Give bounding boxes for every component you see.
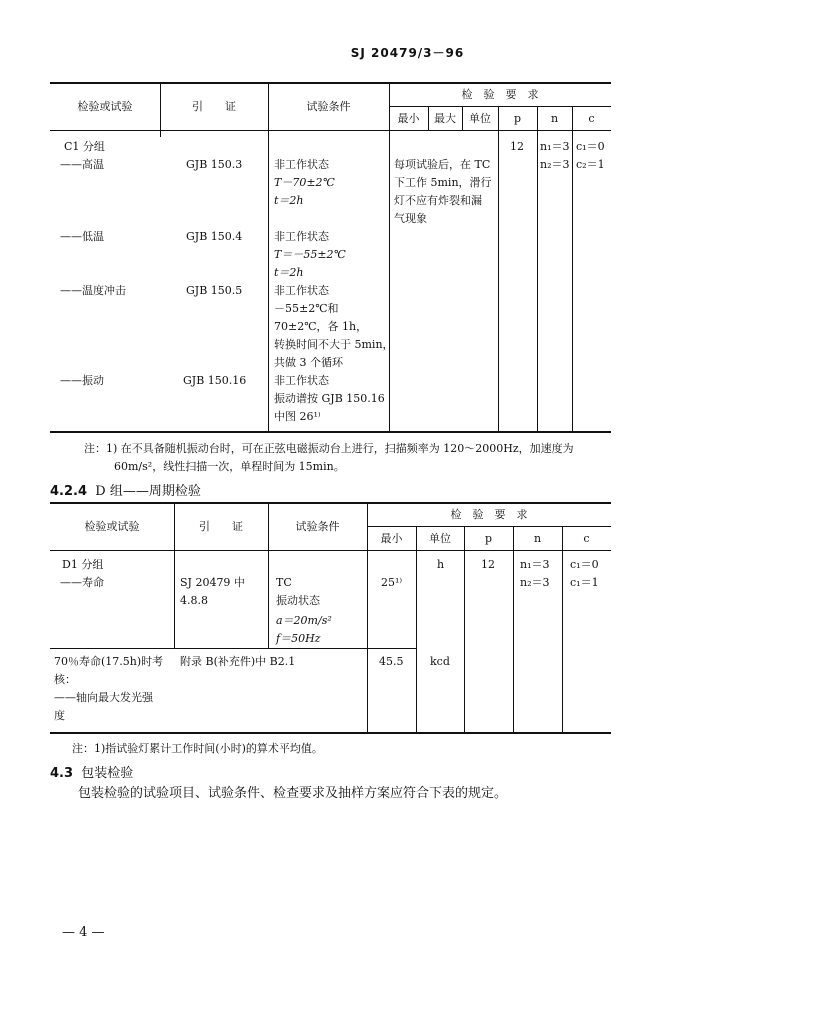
header-unit: 单位	[429, 532, 451, 545]
row-item: 70％寿命(17.5h)时考	[54, 655, 164, 668]
row-item: ——低温	[60, 230, 104, 243]
header-max: 最大	[434, 112, 456, 125]
col-divider	[537, 106, 538, 431]
header-n: n	[550, 112, 559, 125]
row-item: ——振动	[60, 374, 104, 387]
row-ref: GJB 150.5	[186, 284, 243, 297]
row-cond: 振动谱按 GJB 150.16	[274, 392, 385, 405]
row-unit: kcd	[430, 655, 450, 668]
header-p: p	[484, 532, 493, 545]
row-cond: T－70±2℃	[274, 176, 335, 189]
col-divider	[389, 82, 390, 431]
row-cond: t＝2h	[274, 194, 304, 207]
table-bottom-rule	[50, 431, 611, 433]
sample-n1: n₁＝3	[520, 558, 550, 571]
section-number: 4.2.4	[50, 484, 88, 499]
row-unit: h	[437, 558, 445, 571]
page-number: — 4 —	[62, 925, 105, 940]
row-cond: 振动状态	[276, 594, 320, 607]
row-ref: GJB 150.4	[186, 230, 243, 243]
sample-p: 12	[481, 558, 495, 571]
row-item: ——寿命	[60, 576, 104, 589]
row-cond: 非工作状态	[274, 230, 329, 243]
sample-p: 12	[510, 140, 524, 153]
section-heading-43	[50, 762, 133, 781]
req-subheader-rule	[389, 106, 611, 107]
header-cond: 试验条件	[295, 520, 340, 533]
section-heading-424	[50, 480, 201, 499]
requirement-text: 下工作 5min，滑行	[394, 176, 492, 189]
row-item: ——温度冲击	[60, 284, 126, 297]
header-req: 检 验 要 求	[450, 508, 528, 521]
header-min: 最小	[397, 112, 420, 125]
row-cond: 非工作状态	[274, 374, 329, 387]
row-cond: TC	[276, 576, 292, 589]
table-top-rule	[50, 82, 611, 84]
header-bottom-rule	[50, 550, 611, 551]
col-divider	[268, 82, 269, 431]
row-cond: 非工作状态	[274, 284, 329, 297]
accept-c1: c₁＝0	[576, 140, 605, 153]
row-cond: a＝20m/s²	[276, 614, 332, 627]
row-item: 度	[54, 709, 65, 722]
table-bottom-rule	[50, 732, 611, 734]
table1-note-line2: 60m/s²，线性扫描一次，单程时间为 15min。	[114, 460, 345, 473]
header-ref: 引 证	[199, 520, 243, 533]
row-item: ——高温	[60, 158, 104, 171]
col-divider	[464, 526, 465, 732]
row-cond: T＝－55±2℃	[274, 248, 346, 261]
accept-c2: c₂＝1	[576, 158, 605, 171]
row-cond: 转换时间不大于 5min，	[274, 338, 394, 351]
sample-n1: n₁＝3	[540, 140, 570, 153]
requirement-text: 气现象	[394, 212, 427, 225]
col-divider	[498, 106, 499, 431]
row-cond: f＝50Hz	[276, 632, 321, 645]
section-title: 包装检验	[81, 766, 134, 781]
header-cond: 试验条件	[306, 100, 351, 113]
row-min: 45.5	[379, 655, 404, 668]
table1-note-line1: 注：1) 在不具备随机振动台时，可在正弦电磁振动台上进行，扫描频率为 120～2000Hz，加速度为	[84, 442, 574, 455]
requirement-text: 每项试验后，在 TC	[394, 158, 491, 171]
sample-n2: n₂＝3	[540, 158, 570, 171]
col-divider	[572, 106, 573, 431]
header-n: n	[533, 532, 542, 545]
header-min: 最小	[380, 532, 403, 545]
table2-note: 注：1)指试验灯累计工作时间(小时)的算术平均值。	[72, 742, 323, 755]
header-bottom-rule	[50, 130, 611, 131]
header-item: 检验或试验	[84, 520, 140, 533]
group-label: D1 分组	[62, 558, 104, 571]
req-subheader-rule	[367, 526, 611, 527]
row-cond: 70±2℃，各 1h，	[274, 320, 368, 333]
table-top-rule	[50, 502, 611, 504]
row-cond: －55±2℃和	[274, 302, 339, 315]
accept-c2: c₁＝1	[570, 576, 599, 589]
header-c: c	[583, 532, 590, 545]
requirement-text: 灯不应有炸裂和漏	[394, 194, 482, 207]
row-ref: 4.8.8	[180, 594, 208, 607]
group-label: C1 分组	[64, 140, 105, 153]
row-cond: 中图 26¹⁾	[274, 410, 321, 423]
row-cond: t＝2h	[274, 266, 304, 279]
header-c: c	[588, 112, 595, 125]
row-ref: 附录 B(补充件)中 B2.1	[180, 655, 296, 668]
document-code: SJ 20479/3－96	[350, 46, 465, 60]
section-body: 包装检验的试验项目、试验条件、检查要求及抽样方案应符合下表的规定。	[78, 786, 508, 801]
row-min: 25¹⁾	[381, 576, 403, 589]
row-cond: 共做 3 个循环	[274, 356, 343, 369]
header-ref: 引 证	[192, 100, 236, 113]
col-divider	[513, 526, 514, 732]
col-divider	[562, 526, 563, 732]
row-ref: GJB 150.16	[183, 374, 247, 387]
accept-c1: c₁＝0	[570, 558, 599, 571]
header-item: 检验或试验	[77, 100, 133, 113]
sample-n2: n₂＝3	[520, 576, 550, 589]
section-number: 4.3	[50, 766, 74, 781]
row-divider	[50, 648, 416, 649]
row-item: ——轴向最大发光强	[54, 691, 153, 704]
header-req: 检 验 要 求	[461, 88, 539, 101]
header-unit: 单位	[469, 112, 491, 125]
header-p: p	[513, 112, 522, 125]
row-ref: SJ 20479 中	[180, 576, 245, 589]
row-item: 核：	[54, 673, 76, 686]
col-divider	[416, 526, 417, 732]
row-ref: GJB 150.3	[186, 158, 243, 171]
row-cond: 非工作状态	[274, 158, 329, 171]
section-title: D 组——周期检验	[95, 484, 201, 499]
